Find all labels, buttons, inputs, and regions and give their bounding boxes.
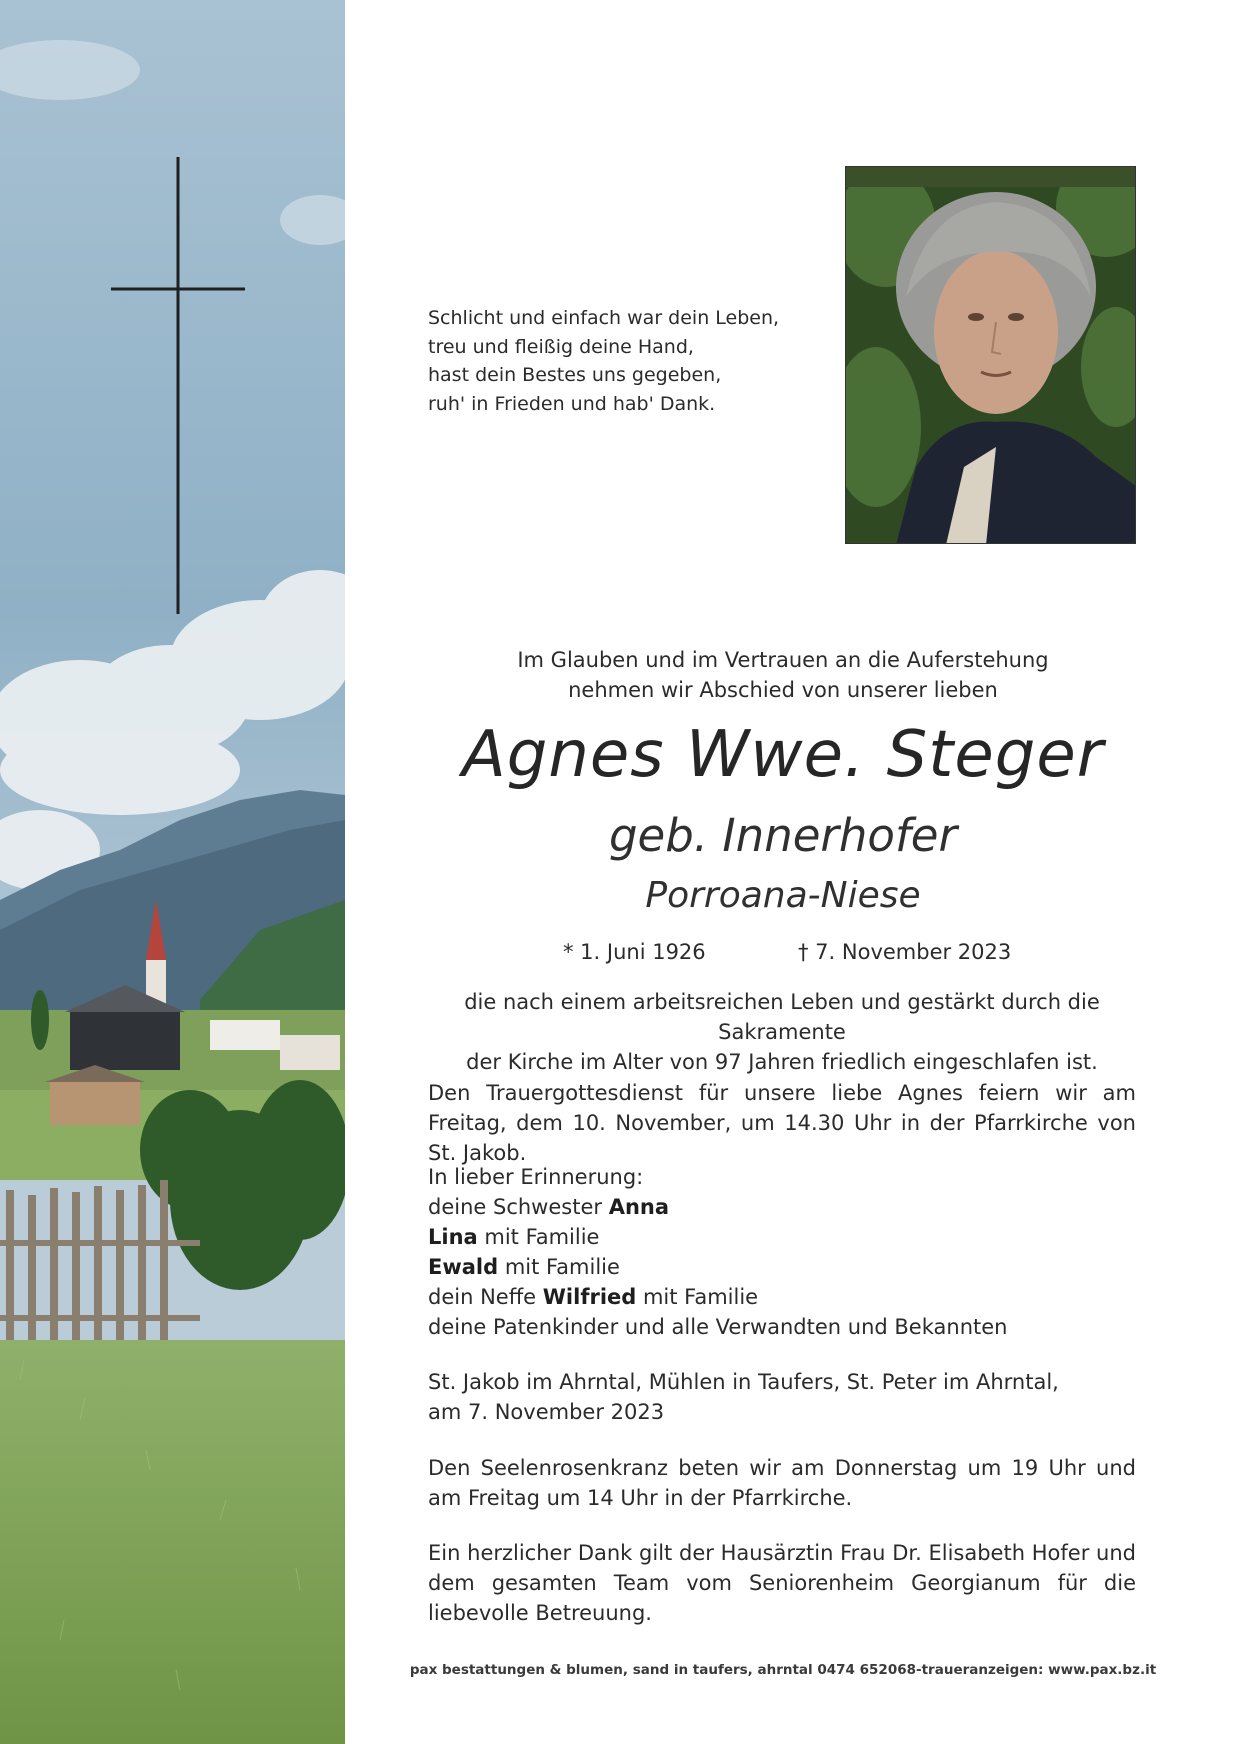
verse-line: Schlicht und einfach war dein Leben, — [428, 307, 780, 329]
mourner-name: Wilfried — [542, 1285, 637, 1309]
mourner-line: dein Neffe Wilfried mit Familie — [428, 1285, 759, 1309]
poem-verse — [428, 304, 848, 418]
intro-text — [400, 645, 1166, 705]
place-date — [428, 1367, 1136, 1427]
thanks-text: Ein herzlicher Dank gilt der Hausärztin Frau Dr. Elisabeth Hofer und dem gesamten Team vom Seniorenheim Georgianum für die liebevolle Betreuung. — [428, 1541, 1136, 1625]
portrait-photo — [845, 166, 1136, 544]
mourners-list — [428, 1162, 1136, 1342]
verse-line: treu und fleißig deine Hand, — [428, 335, 694, 358]
footer-imprint: pax bestattungen & blumen, sand in taufers, ahrntal 0474 652068-traueranzeigen: www.pax.bz.it — [409, 1662, 1157, 1678]
maiden-name: geb. Innerhofer — [608, 809, 957, 862]
birth-date: * 1. Juni 1926 — [563, 940, 706, 964]
landscape-image — [0, 0, 345, 1744]
mourner-name: Anna — [608, 1195, 670, 1219]
passing-text — [428, 987, 1136, 1077]
verse-line: hast dein Bestes uns gegeben, — [428, 364, 722, 386]
deceased-name: Agnes Wwe. Steger — [461, 718, 1105, 792]
date-line: am 7. November 2023 — [428, 1400, 665, 1424]
mourner-line: deine Schwester Anna — [428, 1195, 670, 1219]
mourner-name: Lina — [428, 1225, 478, 1249]
mourner-name: Ewald — [428, 1255, 499, 1279]
rosary-text: Den Seelenrosenkranz beten wir am Donnerstag um 19 Uhr und am Freitag um 14 Uhr in der Pfarrkirche. — [428, 1456, 1136, 1510]
verse-line: ruh' in Frieden und hab' Dank. — [428, 392, 716, 415]
intro-line: nehmen wir Abschied von unserer lieben — [568, 678, 998, 702]
mourner-line: deine Patenkinder und alle Verwandten und Bekannten — [428, 1315, 1008, 1339]
passing-line: die nach einem arbeitsreichen Leben und gestärkt durch die Sakramente — [464, 990, 1100, 1044]
mourner-line: Ewald mit Familie — [428, 1255, 620, 1279]
mourners-heading: In lieber Erinnerung: — [428, 1165, 644, 1189]
intro-line: Im Glauben und im Vertrauen an die Auferstehung — [517, 648, 1049, 672]
place-line: St. Jakob im Ahrntal, Mühlen in Taufers, St. Peter im Ahrntal, — [428, 1370, 1059, 1394]
cross-icon — [0, 0, 345, 700]
passing-line: der Kirche im Alter von 97 Jahren friedlich eingeschlafen ist. — [466, 1050, 1098, 1074]
mourner-line: Lina mit Familie — [428, 1225, 600, 1249]
death-date: † 7. November 2023 — [798, 940, 1012, 964]
house-name: Porroana-Niese — [645, 875, 921, 916]
funeral-text: Den Trauergottesdienst für unsere liebe Agnes feiern wir am Freitag, dem 10. November, um 14.30 Uhr in der Pfarrkirche von St. Jakob. — [428, 1081, 1136, 1165]
